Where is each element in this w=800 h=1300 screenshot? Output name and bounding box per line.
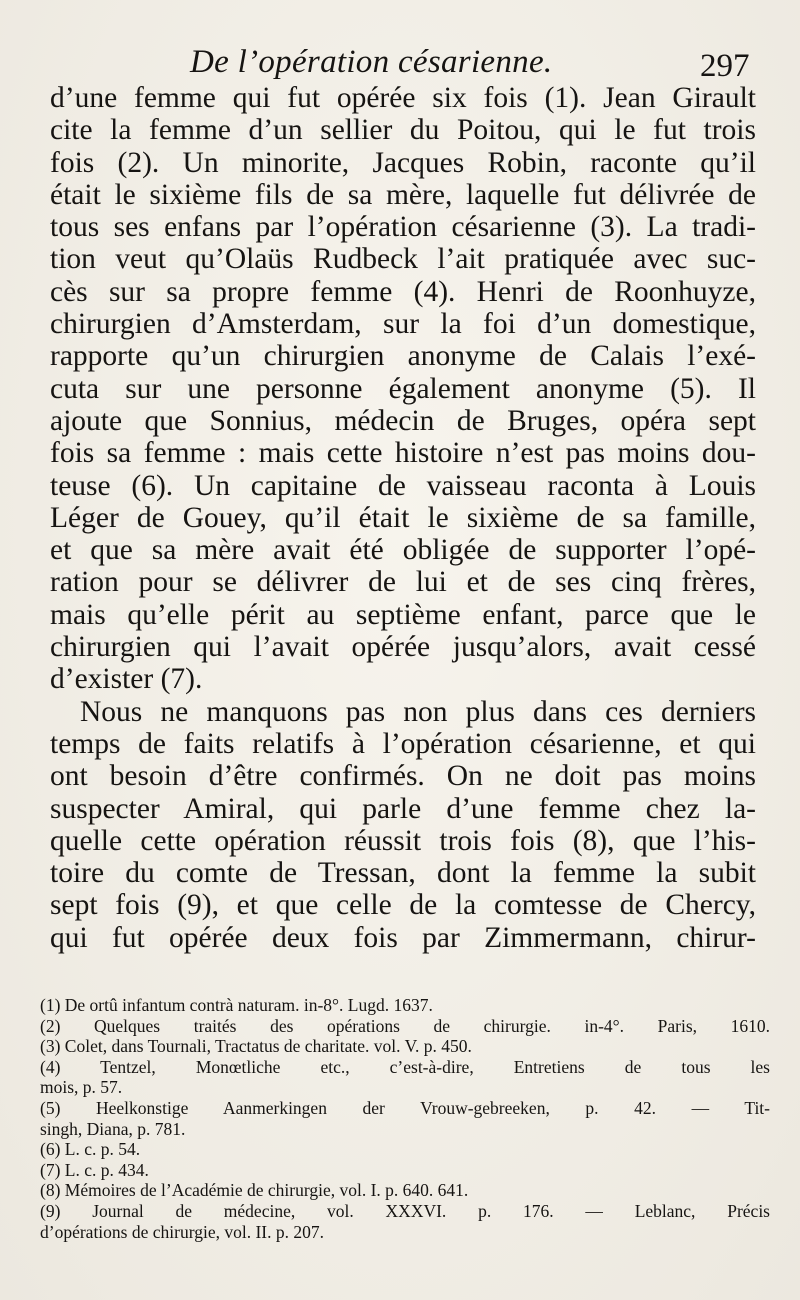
text-line: était le sixième fils de sa mère, laquelle fut délivrée de <box>50 178 756 211</box>
text-line: ration pour se délivrer de lui et de ses cinq frères, <box>50 566 756 599</box>
text-line: Nous ne manquons pas non plus dans ces derniers <box>80 695 756 728</box>
text-line: temps de faits relatifs à l’opération césarienne, et qui <box>50 727 756 760</box>
footnote-line: (9) Journal de médecine, vol. XXXVI. p. 176. — Leblanc, Précis <box>40 1200 770 1221</box>
text-line: chirurgien qui l’avait opérée jusqu’alors, avait cessé <box>50 631 756 664</box>
text-line: fois (2). Un minorite, Jacques Robin, raconte qu’il <box>50 146 756 179</box>
text-line: quelle cette opération réussit trois fois (8), que l’his- <box>50 824 756 857</box>
text-line: tion veut qu’Olaüs Rudbeck l’ait pratiquée avec suc- <box>50 243 756 276</box>
text-line: Léger de Gouey, qu’il était le sixième de sa famille, <box>50 501 756 534</box>
footnote-line: (1) De ortû infantum contrà naturam. in-8°. Lugd. 1637. <box>40 995 433 1015</box>
running-head: De l’opération césarienne. <box>190 44 553 80</box>
footnote-line: (4) Tentzel, Monœtliche etc., c’est-à-dire, Entretiens de tous les <box>40 1056 770 1077</box>
text-line: toire du comte de Tressan, dont la femme la subit <box>50 857 756 890</box>
text-line: qui fut opérée deux fois par Zimmermann, chirur- <box>50 921 756 954</box>
footnote-line: (5) Heelkonstige Aanmerkingen der Vrouw-gebreeken, p. 42. — Tit- <box>40 1097 770 1118</box>
text-line: cuta sur une personne également anonyme (5). Il <box>50 372 756 405</box>
text-line: d’exister (7). <box>50 663 203 696</box>
text-line: rapporte qu’un chirurgien anonyme de Calais l’exé- <box>50 340 756 373</box>
footnote-line: (6) L. c. p. 54. <box>40 1139 141 1160</box>
footnotes <box>40 995 770 1242</box>
footnote-line: (7) L. c. p. 434. <box>40 1159 149 1180</box>
footnote-line: mois, p. 57. <box>40 1077 123 1098</box>
footnote-line: (3) Colet, dans Tournali, Tractatus de charitate. vol. V. p. 450. <box>40 1036 472 1057</box>
footnote-line: singh, Diana, p. 781. <box>40 1118 186 1139</box>
text-line: cès sur sa propre femme (4). Henri de Roonhuyze, <box>50 275 756 308</box>
text-line: fois sa femme : mais cette histoire n’est pas moins dou- <box>50 437 756 470</box>
text-line: d’une femme qui fut opérée six fois (1). Jean Girault <box>50 82 756 114</box>
footnote-line: d’opérations de chirurgie, vol. II. p. 207. <box>40 1221 324 1242</box>
page-number: 297 <box>700 48 750 84</box>
text-line: tous ses enfans par l’opération césarienne (3). La tradi- <box>50 211 756 244</box>
text-line: sept fois (9), et que celle de la comtesse de Chercy, <box>50 889 756 922</box>
text-line: ont besoin d’être confirmés. On ne doit pas moins <box>50 760 756 793</box>
text-line: suspecter Amiral, qui parle d’une femme chez la- <box>50 792 756 825</box>
footnote-line: (8) Mémoires de l’Académie de chirurgie, vol. I. p. 640. 641. <box>40 1180 469 1201</box>
text-line: et que sa mère avait été obligée de supporter l’opé- <box>50 534 756 567</box>
text-line: teuse (6). Un capitaine de vaisseau raconta à Louis <box>50 469 756 502</box>
footnote-line: (2) Quelques traités des opérations de chirurgie. in-4°. Paris, 1610. <box>40 1015 770 1036</box>
text-line: cite la femme d’un sellier du Poitou, qui le fut trois <box>50 114 756 147</box>
text-line: mais qu’elle périt au septième enfant, parce que le <box>50 598 756 631</box>
page-header <box>0 38 800 88</box>
body-text <box>50 82 756 954</box>
text-line: ajoute que Sonnius, médecin de Bruges, opéra sept <box>50 404 756 437</box>
text-line: chirurgien d’Amsterdam, sur la foi d’un domestique, <box>50 308 756 341</box>
